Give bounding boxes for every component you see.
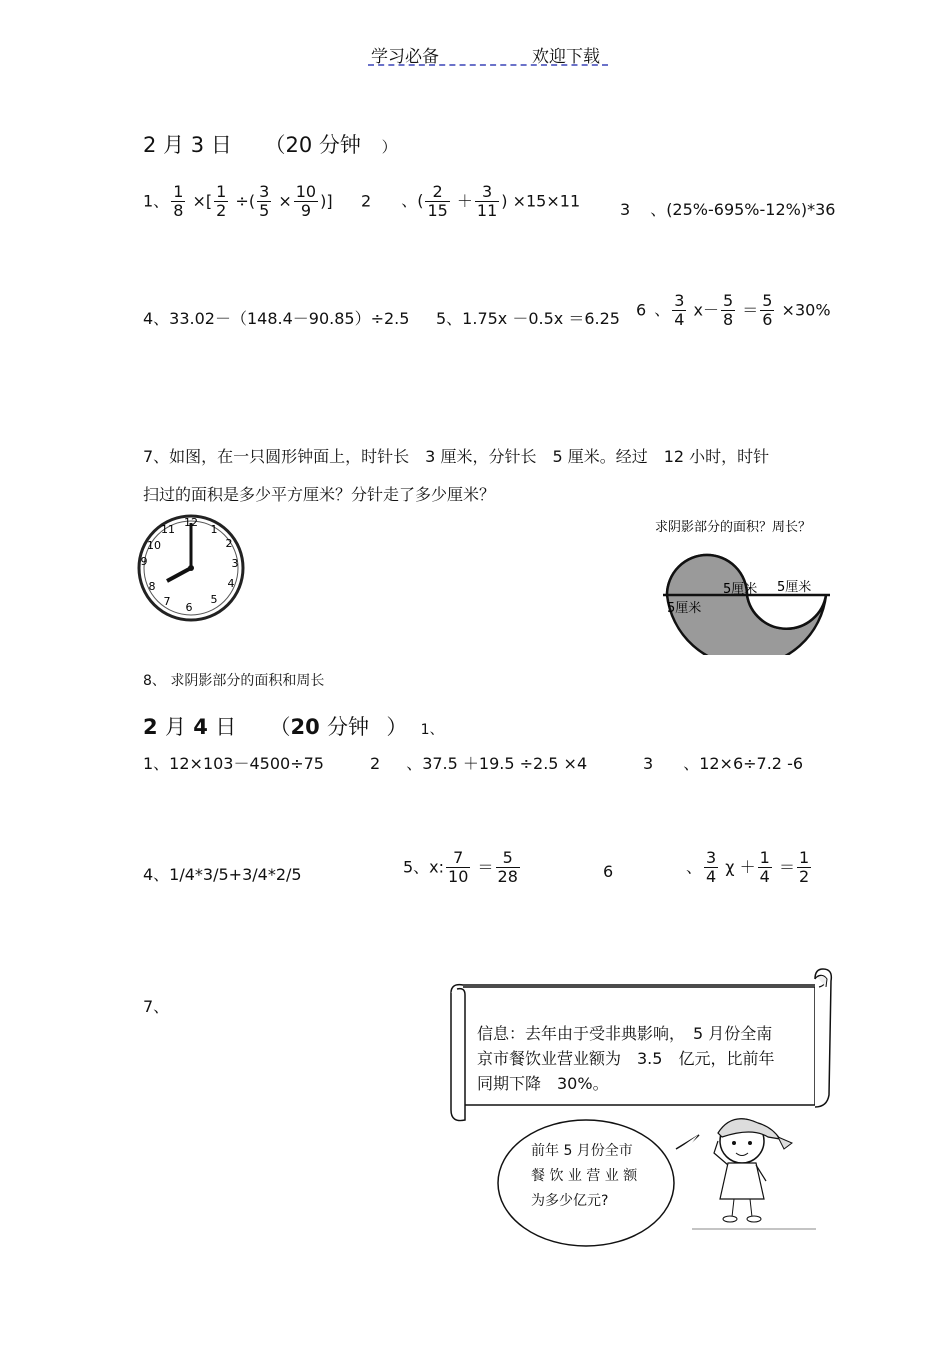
- clock-num: 9: [140, 555, 148, 568]
- clock-num: 5: [210, 593, 218, 606]
- day2-title: 2 月 4 日 （20 分钟 ） 1、: [143, 715, 444, 739]
- girl-illustration: [692, 1103, 816, 1231]
- header-left: 学习必备: [371, 47, 439, 67]
- header-divider: [368, 64, 608, 66]
- day2-q1: 1、12×103－4500÷75: [143, 754, 324, 773]
- clock-num: 6: [185, 601, 193, 614]
- day2-q7: 7、: [143, 997, 170, 1016]
- day1-q7-line1: 7、如图，在一只圆形钟面上，时针长 3 厘米，分针长 5 厘米。经过 12 小时，时针: [143, 447, 770, 466]
- shaded-label-left: 5厘米: [667, 601, 702, 616]
- clock-num: 1: [210, 523, 218, 536]
- day1-q8: 8、 求阴影部分的面积和周长: [143, 673, 325, 689]
- day1-title: 2 月 3 日 （20 分钟 ）: [143, 133, 397, 157]
- scroll-line1: 信息：去年由于受非典影响， 5 月份全南: [477, 1024, 773, 1043]
- clock-num: 12: [184, 516, 198, 529]
- clock-num: 3: [231, 557, 239, 570]
- day1-q5: 5、1.75x －0.5x ＝6.25: [436, 309, 620, 328]
- clock-num: 11: [161, 523, 175, 536]
- scroll-line3: 同期下降 30%。: [477, 1074, 609, 1093]
- shaded-label-mid: 5厘米: [723, 582, 758, 597]
- shaded-title: 求阴影部分的面积？周长？: [655, 520, 812, 535]
- clock-figure: [134, 511, 250, 625]
- day2-q5: 5、x: $\frac{7}{10}$ ＝ $\frac{5}{28}$: [403, 848, 518, 887]
- day1-q7-line2: 扫过的面积是多少平方厘米？分针走了多少厘米？: [143, 485, 496, 504]
- bubble-line1: 前年 5 月份全市: [531, 1143, 633, 1159]
- clock-num: 4: [227, 577, 235, 590]
- shaded-figure: [655, 515, 840, 655]
- day1-q4: 4、33.02－（148.4－90.85）÷2.5: [143, 309, 410, 328]
- bubble-line3: 为多少亿元?: [531, 1193, 609, 1209]
- day2-q6: 、 $\frac{3}{4}$ χ ＋ $\frac{1}{4}$ ＝ $\frac{1}{2}$: [686, 848, 810, 887]
- scroll-line2: 京市餐饮业营业额为 3.5 亿元，比前年: [477, 1049, 775, 1068]
- clock-num: 2: [225, 537, 233, 550]
- bubble-line2: 餐 饮 业 营 业 额: [531, 1168, 638, 1184]
- clock-num: 7: [163, 595, 171, 608]
- clock-num: 10: [147, 539, 161, 552]
- day1-q6: 6 、 $\frac{3}{4}$ x－ $\frac{5}{8}$ ＝ $\frac{5}{6}$ ×30%: [636, 291, 831, 330]
- day1-q2: 2 、( $\frac{2}{15}$ ＋ $\frac{3}{11}$ ) ×15×11: [361, 182, 581, 221]
- clock-num: 8: [148, 580, 156, 593]
- day2-q6-num: 6: [603, 862, 614, 881]
- day2-q3: 3 、12×6÷7.2 -6: [643, 754, 804, 773]
- header-right: 欢迎下载: [532, 47, 600, 67]
- day2-q2: 2 、37.5 ＋19.5 ÷2.5 ×4: [370, 754, 588, 773]
- day1-q1: 1、 $\frac{1}{8}$ ×[ $\frac{1}{2}$ ÷( $\frac{3}{5}$ × $\frac{10}{9}$ )]: [143, 182, 333, 221]
- day2-q4: 4、1/4*3/5+3/4*2/5: [143, 865, 302, 884]
- shaded-label-right: 5厘米: [777, 580, 812, 595]
- day1-q3: 3 、(25%-695%-12%)*36: [620, 200, 836, 219]
